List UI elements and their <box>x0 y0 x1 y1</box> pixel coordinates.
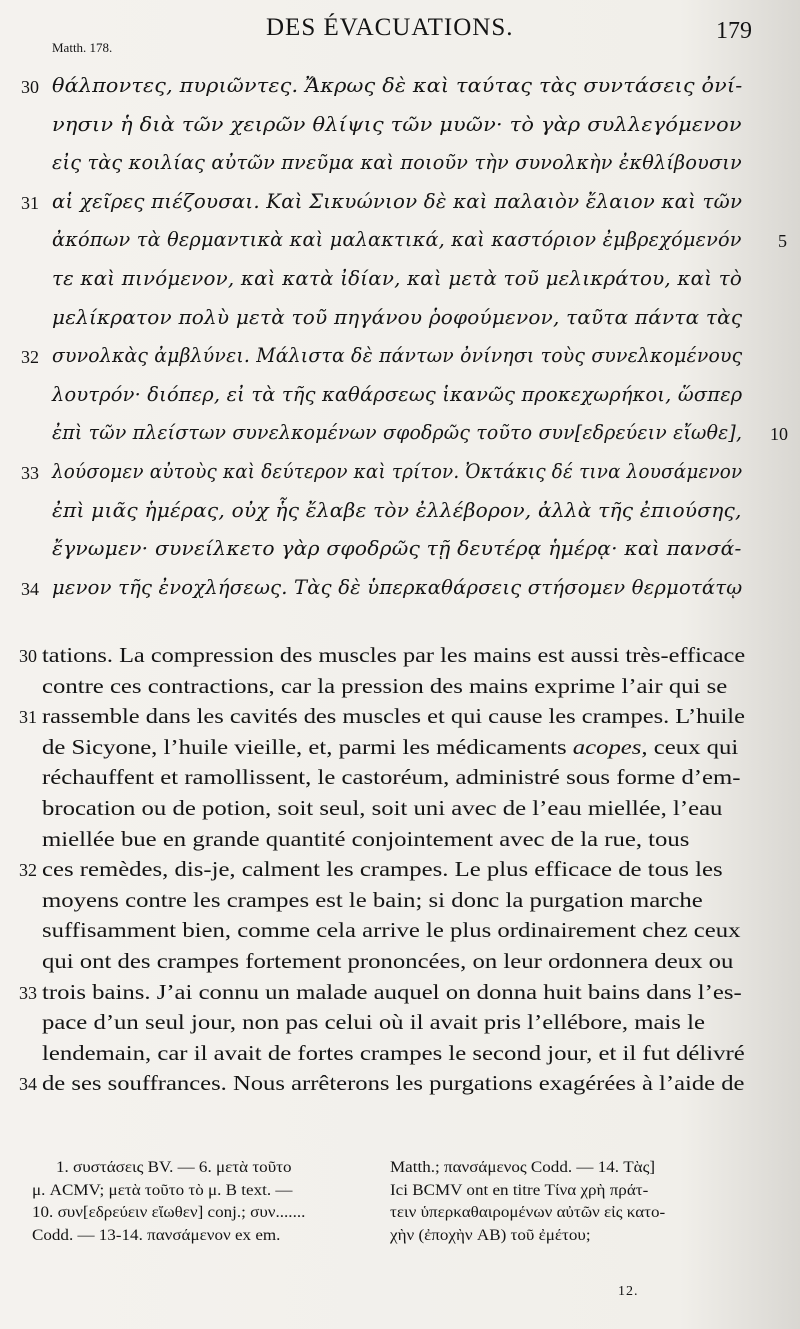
footnote-line-left: 10. συν[εδρεύειν εἴωθεν] conj.; συν....... <box>32 1204 306 1222</box>
french-line: pace d’un seul jour, non pas celui où il avait pris l’ellébore, mais le <box>42 1010 705 1035</box>
french-line: réchauffent et ramollissent, le castoréum, administré sous forme d’em- <box>42 765 741 790</box>
french-line: moyens contre les crampes est le bain; si donc la purgation marche <box>42 887 703 912</box>
footnote-line-right: χὴν (ἐποχὴν AB) τοῦ ἐμέτου; <box>390 1226 591 1244</box>
greek-line-count: 5 <box>778 231 787 252</box>
french-section-number: 30 <box>19 646 37 666</box>
page-number: 179 <box>716 18 752 44</box>
greek-line: αἱ χεῖρες πιέζουσαι. Καὶ Σικυώνιον δὲ καὶ παλαιὸν ἔλαιον καὶ τῶν <box>52 189 743 213</box>
french-line: suffisamment bien, comme cela arrive le plus ordinairement chez ceux <box>42 918 741 943</box>
french-line: lendemain, car il avait de fortes crampes le second jour, et il fut délivré <box>42 1040 745 1065</box>
greek-section-number: 34 <box>21 578 39 599</box>
greek-section-number: 32 <box>21 347 39 368</box>
greek-line: τε καὶ πινόμενον, καὶ κατὰ ἰδίαν, καὶ μετὰ τοῦ μελικράτου, καὶ τὸ <box>52 267 742 290</box>
french-line: ces remèdes, dis-je, calment les crampes. Le plus efficace de tous les <box>42 857 723 882</box>
footnote-line-left: 1. συστάσεις BV. — 6. μετὰ τοῦτο <box>56 1159 292 1176</box>
greek-line: ἔγνωμεν· συνείλκετο γὰρ σφοδρῶς τῇ δευτέρᾳ ἡμέρᾳ· καὶ πανσά- <box>52 537 742 561</box>
french-line: miellée bue en grande quantité conjointement avec de la rue, tous <box>42 826 690 851</box>
french-section-number: 31 <box>19 707 37 728</box>
greek-line: θάλποντες, πυριῶντες. Ἄκρως δὲ καὶ ταύτας τὰς συντάσεις ὀνί- <box>52 74 743 97</box>
greek-section-number: 33 <box>21 463 39 483</box>
french-line: de ses souffrances. Nous arrêterons les purgations exagérées à l’aide de <box>42 1071 745 1096</box>
greek-section-number: 31 <box>21 192 39 213</box>
footnote-line-right: τειν ὑπερκαθαιρομένων αὐτῶν εἰς κατο- <box>390 1204 666 1222</box>
greek-line-count: 10 <box>770 424 788 445</box>
greek-line: εἰς τὰς κοιλίας αὐτῶν πνεῦμα καὶ ποιοῦν τὴν συνολκὴν ἐκθλίβουσιν <box>52 151 742 175</box>
greek-line: ἐπὶ μιᾶς ἡμέρας, οὐχ ἧς ἔλαβε τὸν ἐλλέβορον, ἀλλὰ τῆς ἐπιούσης, <box>52 498 742 522</box>
greek-line: ἀκόπων τὰ θερμαντικὰ καὶ μαλακτικά, καὶ καστόριον ἐμβρεχόμενόν <box>52 228 742 252</box>
footnote-line-left: Codd. — 13-14. πανσάμενον ex em. <box>32 1226 281 1244</box>
french-line: qui ont des crampes fortement prononcées, on leur ordonnera deux ou <box>42 949 734 973</box>
footnote-line-right: Matth.; πανσάμενος Codd. — 14. Τὰς] <box>390 1159 656 1176</box>
greek-line: συνολκὰς ἀμβλύνει. Μάλιστα δὲ πάντων ὀνίνησι τοὺς συνελκομένους <box>52 344 743 368</box>
french-section-number: 34 <box>19 1074 37 1095</box>
text-run: de Sicyone, l’huile vieille, et, parmi les médicaments <box>42 734 573 759</box>
french-line: trois bains. J’ai connu un malade auquel on donna huit bains dans l’es- <box>42 979 742 1004</box>
french-line: tations. La compression des muscles par les mains est aussi très-efficace <box>42 643 746 667</box>
greek-line: ἐπὶ τῶν πλείστων συνελκομένων σφοδρῶς τοῦτο συν[εδρεύειν εἴωθε], <box>52 421 743 445</box>
greek-line: λουτρόν· διόπερ, εἰ τὰ τῆς καθάρσεως ἱκανῶς προκεχωρήκοι, ὥσπερ <box>52 382 743 406</box>
italic-term: acopes, <box>572 734 648 759</box>
greek-section-number: 30 <box>21 77 39 97</box>
french-line <box>42 735 738 760</box>
text-run: ceux qui <box>647 734 739 759</box>
greek-line: μενον τῆς ἐνοχλήσεως. Τὰς δὲ ὑπερκαθάρσεις στήσομεν θερμοτάτῳ <box>52 575 743 599</box>
greek-line: μελίκρατον πολὺ μετὰ τοῦ πηγάνου ῥοφούμενον, ταῦτα πάντα τὰς <box>52 305 743 329</box>
greek-line: νησιν ἡ διὰ τῶν χειρῶν θλίψις τῶν μυῶν· τὸ γὰρ συλλεγόμενον <box>52 112 742 136</box>
french-line: contre ces contractions, car la pression des mains exprime l’air qui se <box>42 673 728 698</box>
french-section-number: 32 <box>19 860 37 881</box>
french-line: rassemble dans les cavités des muscles et qui cause les crampes. L’huile <box>42 704 745 729</box>
matthaei-page-reference: Matth. 178. <box>52 40 113 55</box>
footnote-line-left: μ. ACMV; μετὰ τοῦτο τὸ μ. B text. — <box>32 1181 293 1199</box>
running-title: DES ÉVACUATIONS. <box>266 14 514 41</box>
french-line: brocation ou de potion, soit seul, soit uni avec de l’eau miellée, l’eau <box>42 796 723 820</box>
footnote-line-right: Ici BCMV ont en titre Τίνα χρὴ πράτ- <box>390 1181 649 1199</box>
french-section-number: 33 <box>19 982 37 1003</box>
printer-signature: 12. <box>618 1284 639 1299</box>
greek-line: λούσομεν αὐτοὺς καὶ δεύτερον καὶ τρίτον. Ὀκτάκις δέ τινα λουσάμενον <box>52 460 743 483</box>
